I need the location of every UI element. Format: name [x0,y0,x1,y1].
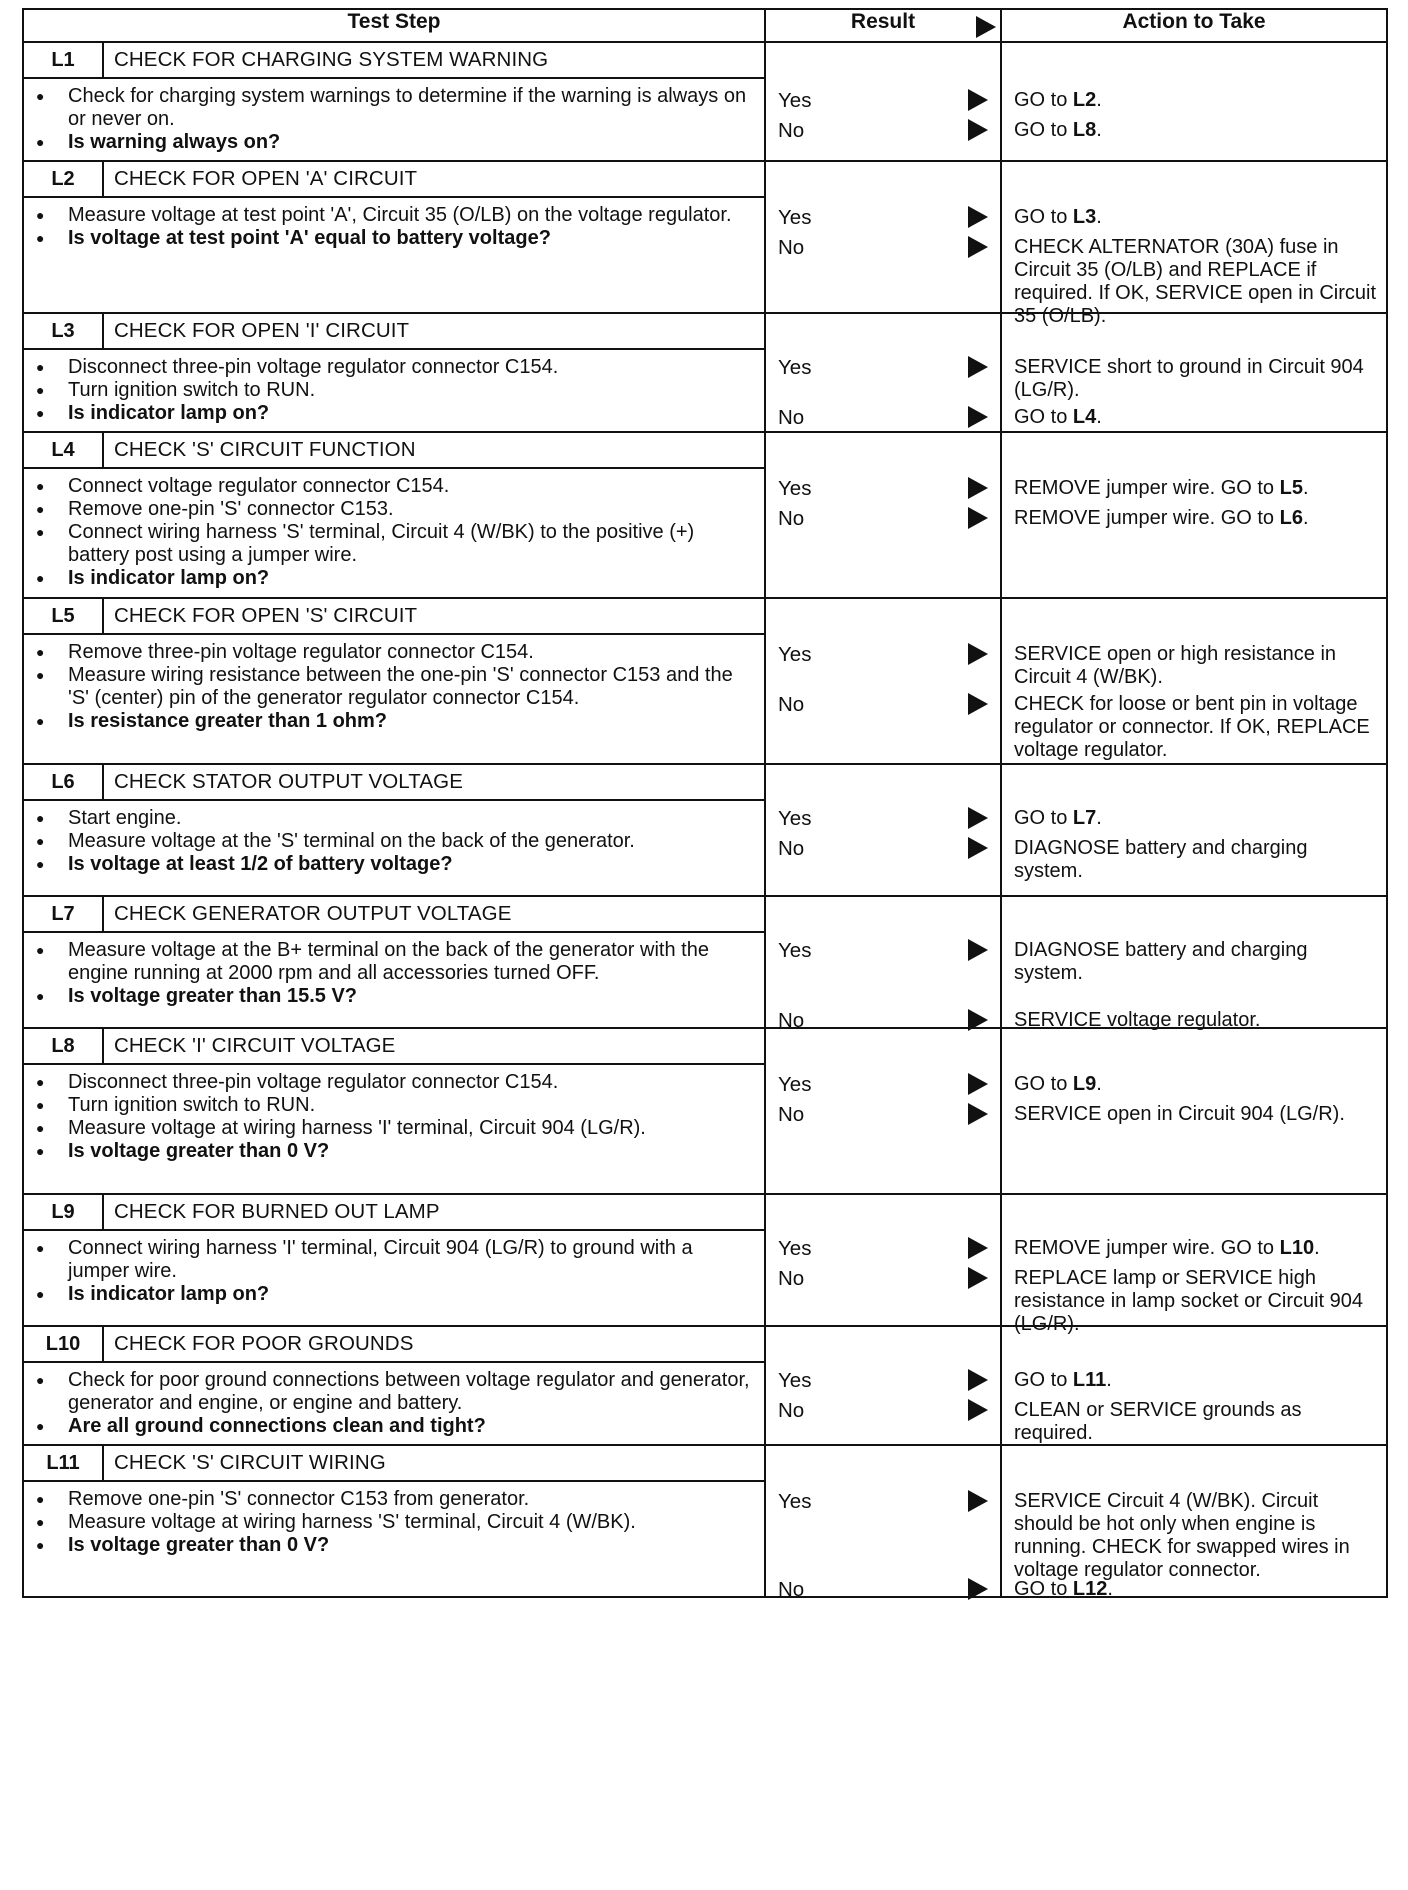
step-bullet-list [24,204,756,250]
result-label: Yes [778,477,812,500]
result-yes [778,1071,994,1099]
arrow-right-icon [968,693,988,715]
result-yes [778,204,994,232]
step-details [23,1230,765,1326]
result-label: No [778,406,805,429]
step-details [23,800,765,896]
step-bullet: ● Measure voltage at wiring harness 'S' terminal, Circuit 4 (W/BK). [24,1511,756,1534]
action-cell [1001,1326,1387,1445]
step-bullet: ● Measure voltage at the B+ terminal on the back of the generator with the engine running at 2000 rpm and all accessories turned OFF. [24,939,756,985]
arrow-right-icon [968,236,988,258]
action-cell [1001,896,1387,1031]
result-label: No [778,1009,805,1032]
result-no [778,117,994,145]
step-bullet: ● Start engine. [24,807,756,830]
result-label: Yes [778,1369,812,1392]
step-id: L3 [23,313,103,349]
step-bullet: ● Measure voltage at the 'S' terminal on the back of the generator. [24,830,756,853]
action-text: CHECK ALTERNATOR (30A) fuse in Circuit 35 (O/LB) and REPLACE if required. If OK, SERVICE open in Circuit 35 (O/LB). [1014,236,1377,327]
result-label: No [778,507,805,530]
result-label: Yes [778,1237,812,1260]
result-no [778,835,994,863]
action-text: GO to L3. [1014,206,1102,228]
step-details [23,1481,765,1597]
step-id: L7 [23,896,103,932]
step-details [23,468,765,598]
arrow-right-icon [968,206,988,228]
step-title-row [23,764,1387,800]
arrow-right-icon [968,507,988,529]
step-bullet: ● Are all ground connections clean and tight? [24,1415,756,1438]
result-yes [778,87,994,115]
action-cell [1001,432,1387,598]
result-label: No [778,119,805,142]
step-id: L4 [23,432,103,468]
arrow-right-icon [968,406,988,428]
arrow-right-icon [968,807,988,829]
action-cell [1001,1028,1387,1194]
arrow-right-icon [968,1267,988,1289]
step-bullet: ● Connect wiring harness 'S' terminal, Circuit 4 (W/BK) to the positive (+) battery post using a jumper wire. [24,521,756,567]
result-label: Yes [778,643,812,666]
action-text: REPLACE lamp or SERVICE high resistance in lamp socket or Circuit 904 (LG/R). [1014,1267,1364,1335]
result-yes [778,937,994,965]
step-bullet: ● Check for poor ground connections between voltage regulator and generator, generator and engine, or engine and battery. [24,1369,756,1415]
step-title-row [23,1445,1387,1481]
arrow-right-icon [968,939,988,961]
step-id: L11 [23,1445,103,1481]
step-id: L5 [23,598,103,634]
arrow-right-icon [976,16,996,38]
step-details [23,1064,765,1194]
action-cell [1001,1194,1387,1335]
result-no [778,1576,994,1604]
action-text: REMOVE jumper wire. GO to L10. [1014,1237,1320,1259]
arrow-right-icon [968,356,988,378]
result-no [778,505,994,533]
step-bullet: ● Is voltage at test point 'A' equal to battery voltage? [24,227,756,250]
step-id: L2 [23,161,103,197]
action-text: GO to L7. [1014,807,1102,829]
step-details [23,932,765,1028]
header-result [765,9,1001,42]
action-text: DIAGNOSE battery and charging system. [1014,837,1308,882]
step-id: L10 [23,1326,103,1362]
result-label: Yes [778,206,812,229]
result-no [778,404,994,432]
step-bullet: ● Connect voltage regulator connector C154. [24,475,756,498]
step-bullet: ● Turn ignition switch to RUN. [24,379,756,402]
step-bullet-list [24,1369,756,1438]
result-label: Yes [778,807,812,830]
step-title: CHECK STATOR OUTPUT VOLTAGE [103,764,765,800]
step-title-row [23,432,1387,468]
arrow-right-icon [968,643,988,665]
arrow-right-icon [968,1103,988,1125]
result-label: No [778,1399,805,1422]
step-bullet: ● Is voltage greater than 15.5 V? [24,985,756,1008]
action-text: GO to L2. [1014,89,1102,111]
action-cell [1001,42,1387,161]
result-label: No [778,693,805,716]
result-yes [778,475,994,503]
step-bullet: ● Connect wiring harness 'I' terminal, Circuit 904 (LG/R) to ground with a jumper wire. [24,1237,756,1283]
step-bullet: ● Disconnect three-pin voltage regulator connector C154. [24,1071,756,1094]
result-cell [765,313,1001,432]
result-label: No [778,837,805,860]
result-label: No [778,1267,805,1290]
step-bullet: ● Measure wiring resistance between the one-pin 'S' connector C153 and the 'S' (center) pin of the generator regulator connector C154. [24,664,756,710]
action-text: GO to L8. [1014,119,1102,141]
result-label: Yes [778,89,812,112]
arrow-right-icon [968,477,988,499]
result-cell [765,598,1001,764]
result-cell [765,896,1001,1032]
step-bullet: ● Is voltage at least 1/2 of battery voltage? [24,853,756,876]
result-label: No [778,236,805,259]
action-cell [1001,764,1387,896]
step-bullet: ● Is resistance greater than 1 ohm? [24,710,756,733]
step-id: L9 [23,1194,103,1230]
result-yes [778,1235,994,1263]
result-yes [778,1488,994,1516]
result-no [778,691,994,719]
step-bullet-list [24,1488,756,1557]
step-title-row [23,313,1387,349]
arrow-right-icon [968,119,988,141]
action-text: GO to L4. [1014,406,1102,428]
result-no [778,1265,994,1293]
result-no [778,1397,994,1425]
result-no [778,1101,994,1129]
action-text: GO to L12. [1014,1578,1113,1600]
result-yes [778,354,994,382]
action-cell [1001,1445,1387,1600]
step-bullet-list [24,85,756,154]
step-bullet-list [24,475,756,590]
step-bullet-list [24,939,756,1008]
step-bullet-list [24,1071,756,1163]
step-title: CHECK FOR CHARGING SYSTEM WARNING [103,42,765,78]
action-text: SERVICE open in Circuit 904 (LG/R). [1014,1103,1345,1125]
diagnostic-table [22,8,1388,1601]
arrow-right-icon [968,1399,988,1421]
result-label: Yes [778,1490,812,1513]
step-details [23,349,765,432]
action-text: SERVICE open or high resistance in Circuit 4 (W/BK). [1014,643,1337,688]
table-header-row [23,9,1387,42]
step-bullet: ● Remove one-pin 'S' connector C153. [24,498,756,521]
action-text: SERVICE voltage regulator. [1014,1009,1261,1031]
step-details [23,197,765,313]
step-bullet: ● Measure voltage at test point 'A', Circuit 35 (O/LB) on the voltage regulator. [24,204,756,227]
step-title-row [23,1194,1387,1230]
step-title-row [23,896,1387,932]
action-text: CHECK for loose or bent pin in voltage regulator or connector. If OK, REPLACE voltage regulator. [1014,693,1370,761]
step-title-row [23,598,1387,634]
header-action: Action to Take [1001,9,1387,42]
arrow-right-icon [968,1237,988,1259]
result-cell [765,1326,1001,1445]
step-bullet: ● Is voltage greater than 0 V? [24,1534,756,1557]
step-title-row [23,1028,1387,1064]
header-test-step: Test Step [23,9,765,42]
step-bullet-list [24,356,756,425]
step-bullet: ● Is warning always on? [24,131,756,154]
step-id: L6 [23,764,103,800]
step-bullet: ● Remove three-pin voltage regulator connector C154. [24,641,756,664]
result-cell [765,1028,1001,1194]
result-no [778,234,994,262]
action-text: REMOVE jumper wire. GO to L5. [1014,477,1309,499]
result-cell [765,1445,1001,1601]
step-title: CHECK FOR OPEN 'A' CIRCUIT [103,161,765,197]
step-bullet: ● Disconnect three-pin voltage regulator connector C154. [24,356,756,379]
result-cell [765,764,1001,896]
result-label: No [778,1578,805,1601]
result-cell [765,161,1001,313]
arrow-right-icon [968,89,988,111]
step-bullet: ● Check for charging system warnings to determine if the warning is always on or never on. [24,85,756,131]
step-title: CHECK FOR BURNED OUT LAMP [103,1194,765,1230]
step-bullet: ● Is voltage greater than 0 V? [24,1140,756,1163]
step-bullet: ● Is indicator lamp on? [24,1283,756,1306]
action-text: SERVICE short to ground in Circuit 904 (LG/R). [1014,356,1364,401]
action-text: REMOVE jumper wire. GO to L6. [1014,507,1309,529]
result-label: No [778,1103,805,1126]
step-details [23,78,765,161]
step-title: CHECK FOR OPEN 'S' CIRCUIT [103,598,765,634]
step-title: CHECK 'S' CIRCUIT WIRING [103,1445,765,1481]
step-bullet: ● Is indicator lamp on? [24,402,756,425]
step-bullet: ● Measure voltage at wiring harness 'I' terminal, Circuit 904 (LG/R). [24,1117,756,1140]
action-cell [1001,161,1387,327]
action-cell [1001,598,1387,764]
result-label: Yes [778,939,812,962]
step-bullet: ● Is indicator lamp on? [24,567,756,590]
step-title-row [23,42,1387,78]
action-cell [1001,313,1387,432]
step-title-row [23,161,1387,197]
result-label: Yes [778,1073,812,1096]
result-label: Yes [778,356,812,379]
step-bullet-list [24,1237,756,1306]
header-result-label: Result [850,10,916,33]
step-title: CHECK 'I' CIRCUIT VOLTAGE [103,1028,765,1064]
arrow-right-icon [968,837,988,859]
step-id: L1 [23,42,103,78]
step-title: CHECK FOR OPEN 'I' CIRCUIT [103,313,765,349]
step-bullet-list [24,641,756,733]
result-cell [765,42,1001,161]
arrow-right-icon [968,1369,988,1391]
step-bullet: ● Turn ignition switch to RUN. [24,1094,756,1117]
result-yes [778,805,994,833]
step-id: L8 [23,1028,103,1064]
action-text: GO to L11. [1014,1369,1112,1391]
action-text: GO to L9. [1014,1073,1102,1095]
step-title: CHECK GENERATOR OUTPUT VOLTAGE [103,896,765,932]
step-bullet: ● Remove one-pin 'S' connector C153 from generator. [24,1488,756,1511]
arrow-right-icon [968,1578,988,1600]
step-bullet-list [24,807,756,876]
action-text: CLEAN or SERVICE grounds as required. [1014,1399,1302,1444]
step-details [23,1362,765,1445]
step-title: CHECK 'S' CIRCUIT FUNCTION [103,432,765,468]
result-yes [778,641,994,669]
action-text: SERVICE Circuit 4 (W/BK). Circuit should be hot only when engine is running. CHECK for swapped wires in voltage regulator connector. [1014,1490,1350,1581]
arrow-right-icon [968,1073,988,1095]
step-title: CHECK FOR POOR GROUNDS [103,1326,765,1362]
action-text: DIAGNOSE battery and charging system. [1014,939,1308,984]
arrow-right-icon [968,1490,988,1512]
step-title-row [23,1326,1387,1362]
step-details [23,634,765,764]
result-cell [765,432,1001,598]
result-cell [765,1194,1001,1326]
result-yes [778,1367,994,1395]
